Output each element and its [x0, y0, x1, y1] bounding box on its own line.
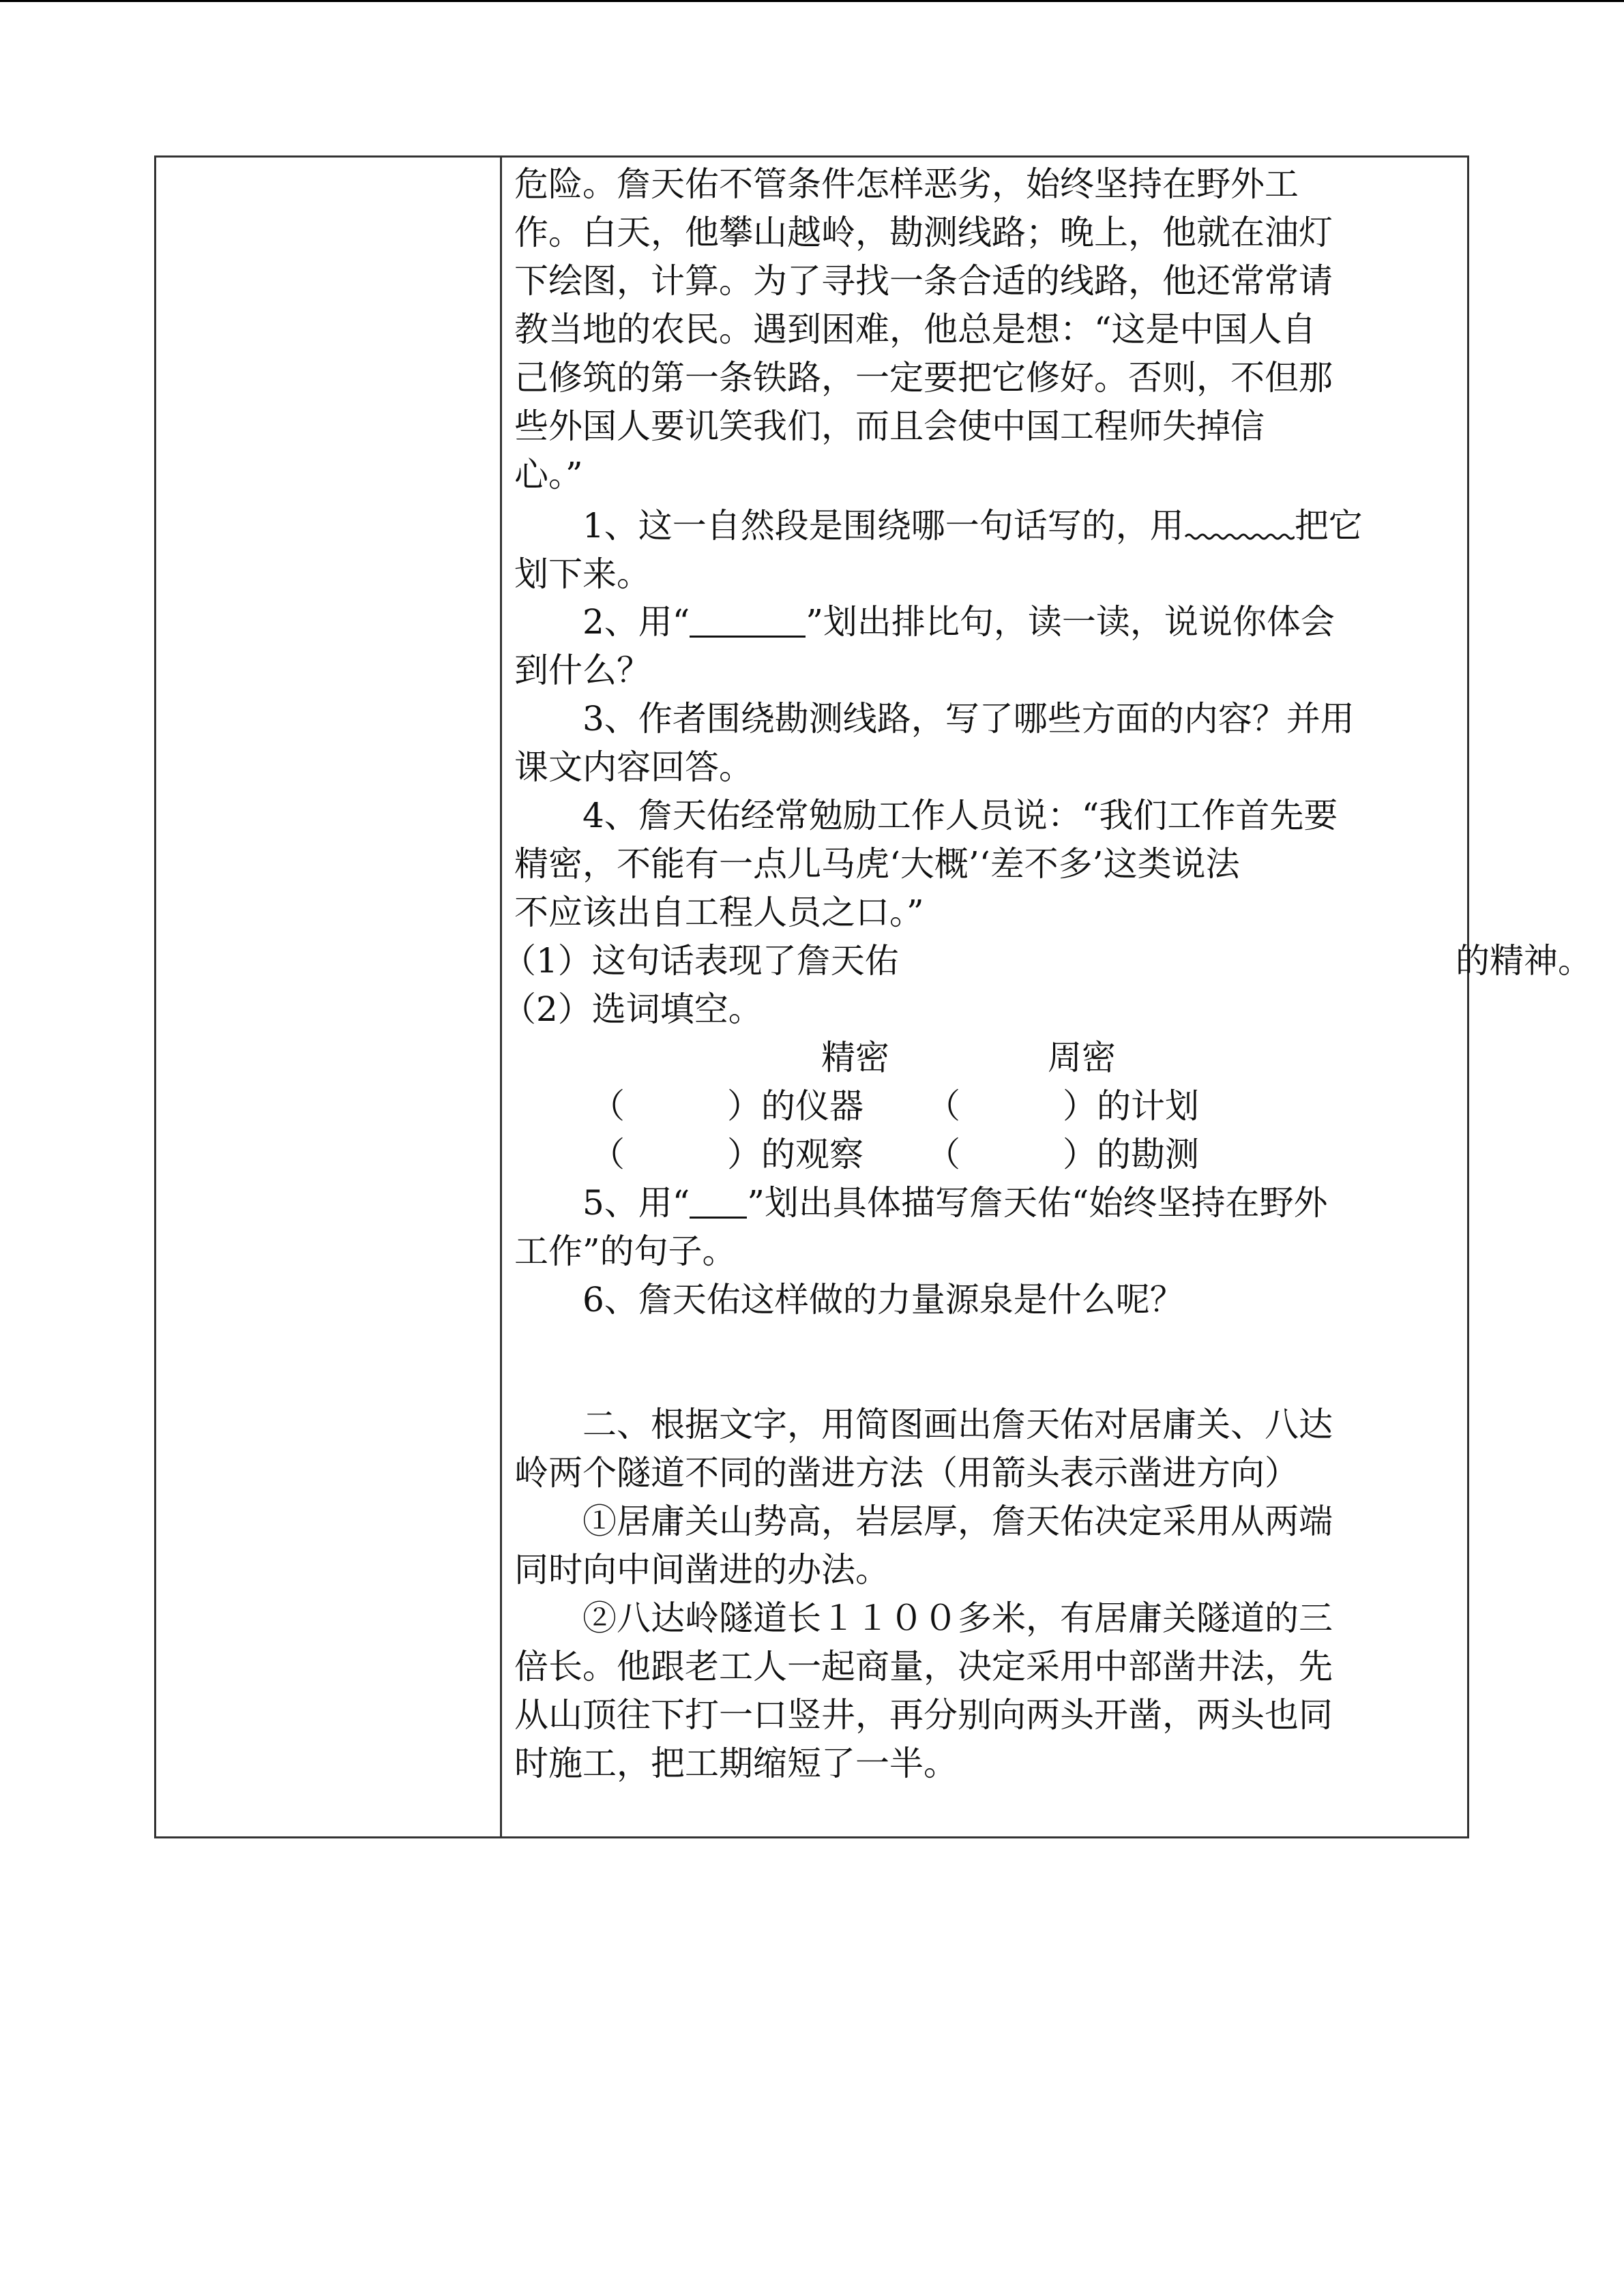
question-4-sub-1-end: 的精神。 — [1456, 941, 1592, 981]
question-1-text: 1、这一自然段是围绕哪一句话写的，用 — [514, 506, 1184, 546]
passage-line-2: 作。白天，他攀山越岭，勘测线路；晚上，他就在油灯 — [514, 213, 1333, 252]
question-4-sub-2: （2）选词填空。 — [502, 989, 763, 1029]
question-3-line-2: 课文内容回答。 — [514, 747, 753, 787]
fill-blank-survey: （ ）的勘测 — [926, 1135, 1199, 1174]
question-2-line-1 — [514, 598, 1335, 646]
passage-line-1: 危险。詹天佑不管条件怎样恶劣，始终坚持在野外工 — [514, 164, 1299, 204]
left-column-cell — [156, 158, 502, 1836]
section-two-item-1-line-2: 同时向中间凿进的办法。 — [514, 1550, 889, 1590]
section-two-line-2: 岭两个隧道不同的凿进方法（用箭头表示凿进方向） — [514, 1453, 1299, 1493]
question-5-line-2: 工作”的句子。 — [514, 1232, 737, 1271]
worksheet-table — [154, 155, 1592, 1838]
question-3-line-1: 3、作者围绕勘测线路，写了哪些方面的内容？并用 — [514, 699, 1355, 739]
straight-underline-mark — [690, 608, 806, 638]
section-two-item-2-line-4: 时施工，把工期缩短了一半。 — [514, 1744, 958, 1783]
top-rule — [0, 0, 1624, 2]
question-5-text-end: ”划出具体描写詹天佑“始终坚持在野外 — [747, 1183, 1328, 1223]
word-option-zhoumi: 周密 — [1048, 1038, 1116, 1077]
section-two-item-1-line-1: ①居庸关山势高，岩层厚，詹天佑决定采用从两端 — [514, 1502, 1333, 1541]
question-4-sub-1: （1）这句话表现了詹天佑 — [502, 941, 899, 981]
question-1-line-1 — [514, 502, 1363, 550]
question-5-text: 5、用“ — [514, 1183, 690, 1223]
section-two-line-1: 二、根据文字，用简图画出詹天佑对居庸关、八达 — [514, 1405, 1333, 1444]
right-column-cell — [502, 158, 1592, 1836]
question-1-line-2: 划下来。 — [514, 554, 651, 594]
question-4-line-1: 4、詹天佑经常勉励工作人员说：“我们工作首先要 — [514, 796, 1338, 835]
question-5-line-1 — [514, 1179, 1328, 1227]
passage-line-4: 教当地的农民。遇到困难，他总是想：“这是中国人自 — [514, 310, 1316, 349]
fill-blank-instrument: （ ）的仪器 — [591, 1086, 863, 1126]
section-two-item-2-line-1: ②八达岭隧道长１１００多米，有居庸关隧道的三 — [514, 1598, 1333, 1638]
short-underline-mark — [690, 1189, 747, 1219]
question-6-line-1: 6、詹天佑这样做的力量源泉是什么呢？ — [514, 1280, 1184, 1320]
word-option-jingmi: 精密 — [821, 1038, 889, 1077]
question-2-text-end: ”划出排比句，读一读，说说你体会 — [806, 602, 1335, 642]
passage-line-6: 些外国人要讥笑我们，而且会使中国工程师失掉信 — [514, 406, 1265, 446]
question-4-line-3: 不应该出自工程人员之口。” — [514, 893, 924, 932]
fill-blank-observation: （ ）的观察 — [591, 1135, 863, 1174]
passage-line-5: 己修筑的第一条铁路，一定要把它修好。否则，不但那 — [514, 358, 1333, 398]
section-two-item-2-line-3: 从山顶往下打一口竖井，再分别向两头开凿，两头也同 — [514, 1695, 1333, 1735]
passage-line-3: 下绘图，计算。为了寻找一条合适的线路，他还常常请 — [514, 261, 1333, 301]
section-two-item-2-line-2: 倍长。他跟老工人一起商量，决定采用中部凿井法，先 — [514, 1647, 1333, 1686]
question-4-line-2: 精密，不能有一点儿马虎‘大概’‘差不多’这类说法 — [514, 844, 1240, 884]
question-1-text-end: 把它 — [1294, 506, 1363, 546]
passage-line-7: 心。” — [514, 455, 583, 494]
wavy-underline-mark — [1184, 517, 1295, 537]
question-2-text: 2、用“ — [514, 602, 690, 642]
question-2-line-2: 到什么？ — [514, 651, 651, 690]
fill-blank-plan: （ ）的计划 — [926, 1086, 1199, 1126]
